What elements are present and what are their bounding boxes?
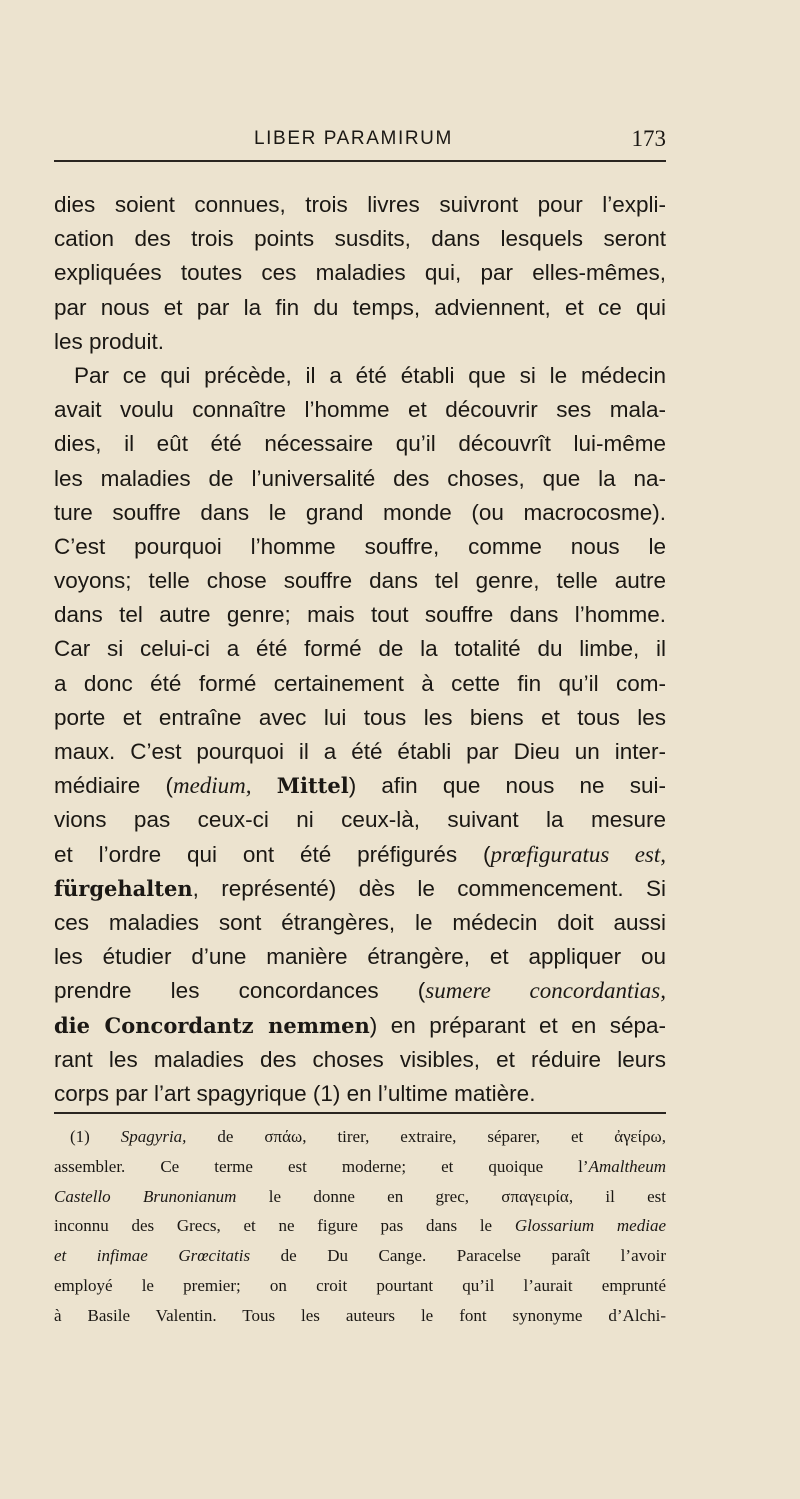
text-line — [54, 769, 666, 803]
footnote — [54, 1122, 666, 1331]
latin-term: Amaltheum — [588, 1156, 666, 1176]
main-text — [54, 188, 666, 1111]
text-line: voyons; telle chose souffre dans tel genre, telle autre — [54, 568, 666, 594]
text-line: les maladies de l’universalité des choses, que la na- — [54, 465, 666, 491]
footnote-line — [54, 1182, 666, 1212]
latin-term: Castello Brunonianum — [54, 1186, 237, 1206]
text-line: rant les maladies des choses visibles, et réduire leurs — [54, 1046, 666, 1072]
text-line — [54, 1009, 666, 1043]
text-line: dies soient connues, trois livres suivront pour l’expli- — [54, 192, 666, 217]
text-line — [54, 974, 666, 1008]
latin-term: Spagyria, — [120, 1127, 187, 1146]
german-term: die Concordantz nemmen — [54, 1012, 370, 1038]
latin-term: et infimae Grœcitatis — [54, 1246, 251, 1266]
text-run: assembler. Ce terme est moderne; et quoique l’ — [54, 1156, 589, 1176]
text-line: avait voulu connaître l’homme et découvrir ses mala- — [54, 397, 666, 423]
text-run: inconnu des Grecs, et ne figure pas dans le — [54, 1216, 515, 1236]
german-term: Mittel — [276, 773, 349, 799]
text-line: a donc été formé certainement à cette fin qu’il com- — [54, 670, 666, 696]
text-line: les étudier d’une manière étrangère, et appliquer ou — [54, 944, 666, 970]
footnote-line — [54, 1152, 666, 1182]
header-rule — [54, 160, 666, 162]
text-line: cation des trois points susdits, dans lesquels seront — [54, 226, 666, 252]
text-run: de Du Cange. Paracelse paraît l’avoir — [250, 1246, 666, 1266]
text-line: expliquées toutes ces maladies qui, par elles-mêmes, — [54, 260, 666, 286]
text-line: ture souffre dans le grand monde (ou macrocosme). — [54, 499, 666, 525]
text-line: C’est pourquoi l’homme souffre, comme nous le — [54, 533, 666, 559]
page-number: 173 — [631, 126, 666, 151]
text-line: par nous et par la fin du temps, adviennent, et ce qui — [54, 294, 666, 320]
text-run: ) en préparant et en sépa- — [369, 1012, 666, 1038]
latin-term: medium, — [172, 773, 252, 799]
footnote-rule — [54, 1112, 666, 1114]
text-line: vions pas ceux-ci ni ceux-là, suivant la mesure — [54, 807, 666, 833]
text-run: ) afin que nous ne sui- — [348, 773, 666, 799]
text-line: dies, il eût été nécessaire qu’il découvrît lui-même — [54, 431, 666, 457]
footnote-line — [54, 1241, 666, 1271]
text-line: les produit. — [54, 328, 165, 354]
text-line: Car si celui-ci a été formé de la totalité du limbe, il — [54, 636, 666, 662]
footnote-line: à Basile Valentin. Tous les auteurs le font synonyme d’Alchi- — [54, 1305, 666, 1325]
text-line: ces maladies sont étrangères, le médecin doit aussi — [54, 909, 666, 935]
text-run: prendre les concordances ( — [54, 978, 426, 1004]
footnote-line — [54, 1211, 666, 1241]
footnote-line: employé le premier; on croit pourtant qu’il l’aurait emprunté — [54, 1275, 666, 1295]
latin-term: prœfiguratus est, — [490, 841, 666, 867]
text-line: dans tel autre genre; mais tout souffre dans l’homme. — [54, 602, 666, 628]
page-header — [54, 126, 666, 158]
text-run: médiaire ( — [54, 773, 173, 799]
text-line: Par ce qui précède, il a été établi que si le médecin — [74, 362, 666, 388]
text-run: le donne en grec, σπαγειρία, il est — [236, 1186, 666, 1206]
footnote-marker: (1) — [70, 1127, 121, 1146]
footnote-line — [54, 1122, 666, 1152]
text-line: porte et entraîne avec lui tous les biens et tous les — [54, 704, 666, 730]
text-run: de σπάω, tirer, extraire, séparer, et ἀγείρω, — [186, 1127, 666, 1146]
text-line: maux. C’est pourquoi il a été établi par Dieu un inter- — [54, 739, 666, 764]
text-line — [54, 872, 666, 906]
latin-term: Glossarium mediae — [514, 1216, 666, 1236]
latin-term: sumere concordantias, — [425, 978, 666, 1004]
text-run: , représenté) dès le commencement. Si — [192, 875, 666, 901]
text-run: et l’ordre qui ont été préfigurés ( — [54, 841, 491, 867]
german-term: fürgehalten — [54, 875, 193, 901]
text-line — [54, 838, 666, 872]
running-title: LIBER PARAMIRUM — [254, 128, 453, 149]
text-line: corps par l’art spagyrique (1) en l’ultime matière. — [54, 1080, 536, 1106]
